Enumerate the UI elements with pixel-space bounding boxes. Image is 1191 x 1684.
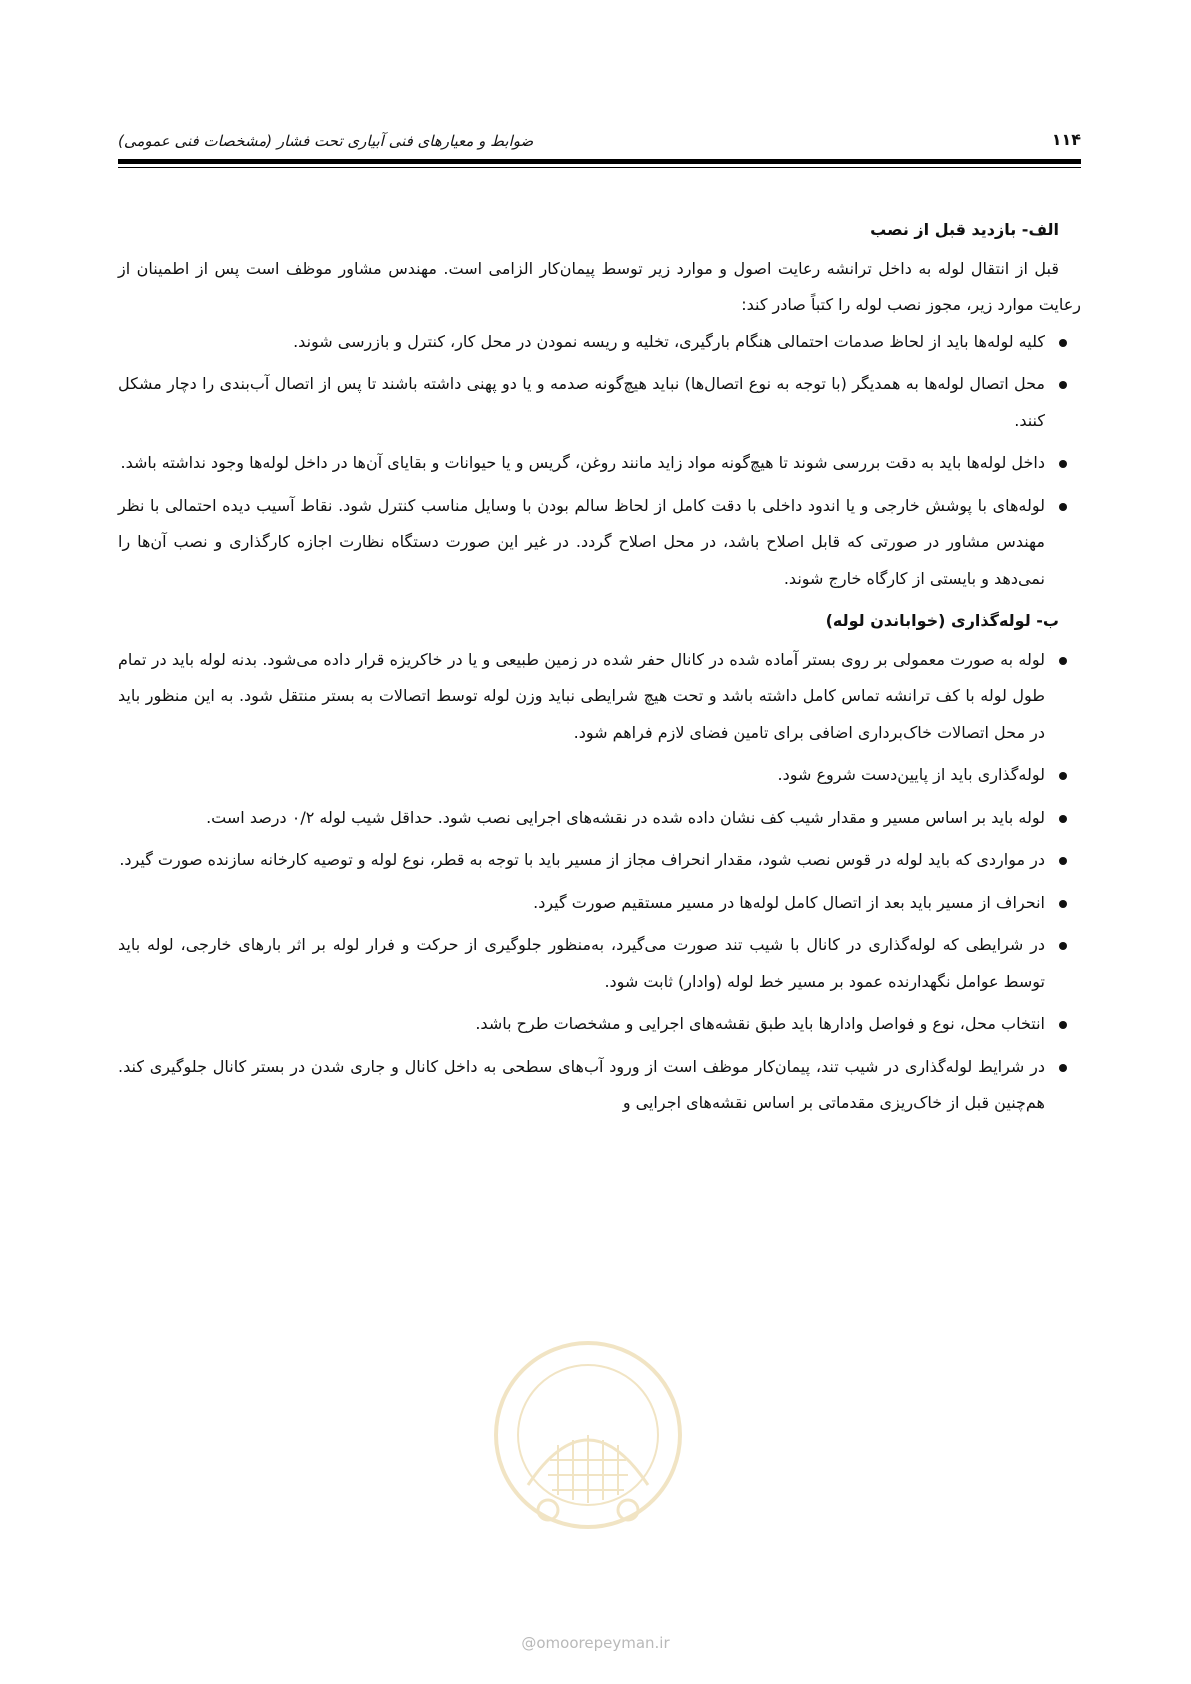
list-item: انحراف از مسیر باید بعد از اتصال کامل لوله‌ها در مسیر مستقیم صورت گیرد. — [118, 885, 1081, 922]
list-item: محل اتصال لوله‌ها به همدیگر (با توجه به نوع اتصال‌ها) نباید هیچ‌گونه صدمه و یا دو پهنی داشته باشند تا پس از اتصال آب‌بندی را دچار مشکل کنند. — [118, 366, 1081, 439]
bullet-icon — [1059, 1064, 1067, 1072]
list-item: در شرایط لوله‌گذاری در شیب تند، پیمان‌کار موظف است از ورود آب‌های سطحی به داخل کانال و جاری شدن در بستر کانال جلوگیری کند. هم‌چنین قبل از خاک‌ریزی مقدماتی بر اساس نقشه‌های اجرایی و — [118, 1049, 1081, 1122]
bullet-icon — [1059, 900, 1067, 908]
list-item: در شرایطی که لوله‌گذاری در کانال با شیب تند صورت می‌گیرد، به‌منظور جلوگیری از حرکت و فرار لوله بر اثر بارهای خارجی، لوله باید توسط عوامل نگهدارنده عمود بر مسیر خط لوله (وادار) ثابت شود. — [118, 927, 1081, 1000]
list-item: در مواردی که باید لوله در قوس نصب شود، مقدار انحراف مجاز از مسیر باید با توجه به قطر، نوع لوله و توصیه کارخانه سازنده صورت گیرد. — [118, 842, 1081, 879]
site-url: omoorepeyman.ir — [536, 1634, 670, 1652]
section-b-list — [118, 642, 1081, 1122]
bullet-icon — [1059, 339, 1067, 347]
page-number: ۱۱۴ — [1051, 130, 1081, 149]
page-header — [118, 126, 1081, 156]
bullet-icon — [1059, 772, 1067, 780]
list-item: لوله باید بر اساس مسیر و مقدار شیب کف نشان داده شده در نقشه‌های اجرایی نصب شود. حداقل شیب لوله ۰/۲ درصد است. — [118, 800, 1081, 837]
list-item: لوله‌های با پوشش خارجی و یا اندود داخلی با دقت کامل از لحاظ سالم بودن با وسایل مناسب کنترل شود. نقاط آسیب دیده احتمالی با نظر مهندس مشاور در صورتی که قابل اصلاح باشد، در محل اصلاح گردد. در غیر این صورت دستگاه نظارت اجازه کارگذاری و نصب آن‌ها را نمی‌دهد و بایستی از کارگاه خارج شوند. — [118, 488, 1081, 598]
list-item: کلیه لوله‌ها باید از لحاظ صدمات احتمالی هنگام بارگیری، تخلیه و ریسه نمودن در محل کار، کنترل و بازرسی شوند. — [118, 324, 1081, 361]
bullet-icon — [1059, 857, 1067, 865]
list-item: لوله به صورت معمولی بر روی بستر آماده شده در کانال حفر شده در زمین طبیعی و یا در خاکریزه قرار داده می‌شود. بدنه لوله باید در تمام طول لوله با کف ترانشه تماس کامل داشته باشد و تحت هیچ شرایطی نباید وزن لوله توسط اتصالات به بستر منتقل شود. به این منظور باید در محل اتصالات خاک‌برداری اضافی برای تامین فضای لازم فراهم شود. — [118, 642, 1081, 752]
bullet-icon — [1059, 815, 1067, 823]
at-icon: @ — [521, 1634, 537, 1652]
section-a-heading: الف- بازدید قبل از نصب — [870, 220, 1059, 239]
section-a-list — [118, 324, 1081, 598]
bullet-icon — [1059, 1021, 1067, 1029]
list-item: داخل لوله‌ها باید به دقت بررسی شوند تا هیچ‌گونه مواد زاید مانند روغن، گریس و یا حیوانات و بقایای آن‌ها در داخل لوله‌ها وجود نداشته باشد. — [118, 445, 1081, 482]
bullet-icon — [1059, 503, 1067, 511]
section-b-heading: ب- لوله‌گذاری (خواباندن لوله) — [825, 611, 1059, 630]
header-rule-thick — [118, 159, 1081, 164]
bullet-icon — [1059, 942, 1067, 950]
running-title: ضوابط و معیارهای فنی آبیاری تحت فشار (مشخصات فنی عمومی) — [118, 132, 534, 150]
bullet-icon — [1059, 657, 1067, 665]
watermark-seal-icon — [488, 1335, 688, 1535]
header-rule-thin — [118, 167, 1081, 168]
site-watermark — [0, 1634, 1191, 1652]
list-item: لوله‌گذاری باید از پایین‌دست شروع شود. — [118, 757, 1081, 794]
document-body — [118, 212, 1081, 1128]
section-a-intro: قبل از انتقال لوله به داخل ترانشه رعایت اصول و موارد زیر توسط پیمان‌کار الزامی است. مهندس مشاور موظف است پس از اطمینان از رعایت موارد زیر، مجوز نصب لوله را کتباً صادر کند: — [118, 258, 1081, 314]
bullet-icon — [1059, 381, 1067, 389]
bullet-icon — [1059, 460, 1067, 468]
list-item: انتخاب محل، نوع و فواصل وادارها باید طبق نقشه‌های اجرایی و مشخصات طرح باشد. — [118, 1006, 1081, 1043]
